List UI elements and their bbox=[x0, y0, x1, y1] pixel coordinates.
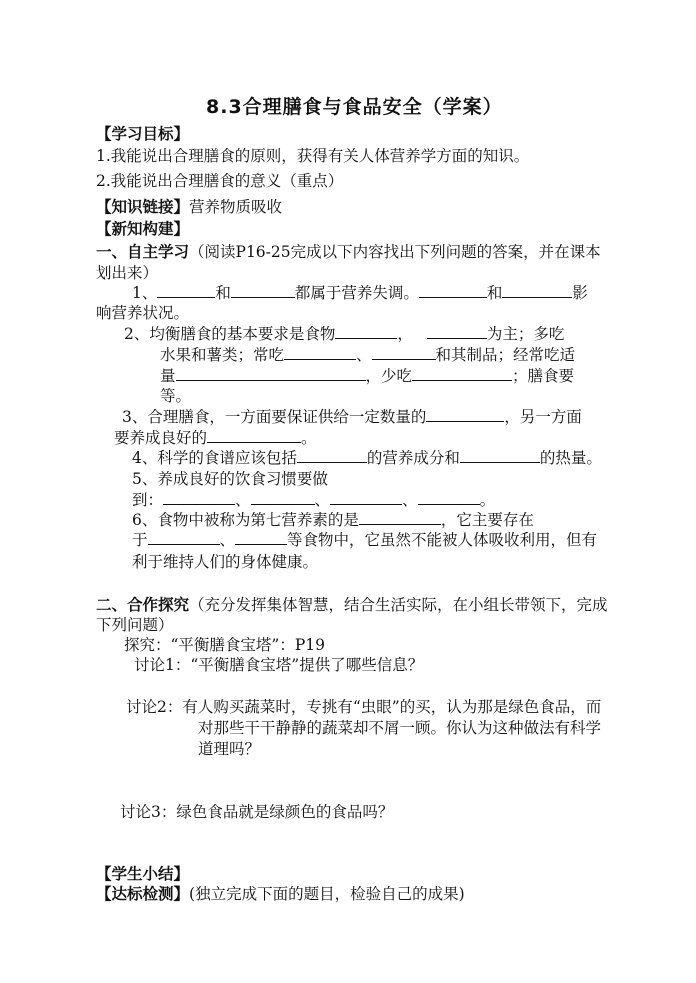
test-header: 【达标检测】 bbox=[96, 885, 190, 903]
blank[interactable] bbox=[148, 530, 220, 545]
blank[interactable] bbox=[163, 490, 235, 505]
blank[interactable] bbox=[460, 448, 540, 463]
blank[interactable] bbox=[419, 283, 487, 298]
question-2-line-1: 2、均衡膳食的基本要求是食物 ， 为主；多吃 bbox=[124, 325, 565, 343]
blank[interactable] bbox=[235, 530, 287, 545]
test-text: (独立完成下面的题目，检验自己的成果) bbox=[189, 885, 465, 903]
question-5-line-2: 到： 、 、 、 。 bbox=[132, 491, 496, 509]
question-2-line-4: 等。 bbox=[160, 387, 192, 405]
discussion-2-line-2: 对那些干干静静的蔬菜却不屑一顾。你认为这种做法有科学 bbox=[198, 719, 602, 737]
blank[interactable] bbox=[372, 345, 436, 360]
self-study-header: 一、自主学习 bbox=[96, 243, 190, 261]
question-1: 1、 和 都属于营养失调。 和 影 bbox=[132, 284, 588, 302]
discussion-3: 讨论3：绿色食品就是绿颜色的食品吗？ bbox=[120, 803, 394, 821]
coop-line-1 bbox=[96, 595, 608, 615]
blank[interactable] bbox=[231, 283, 295, 298]
blank[interactable] bbox=[426, 407, 504, 422]
link-header: 【知识链接】 bbox=[96, 198, 190, 216]
knowledge-link bbox=[96, 197, 282, 217]
blank[interactable] bbox=[207, 428, 301, 443]
question-5-line-1: 5、养成良好的饮食习惯要做 bbox=[132, 470, 328, 488]
test-line bbox=[96, 884, 465, 904]
self-study-note-2: 划出来） bbox=[96, 264, 159, 282]
coop-note-2: 下列问题） bbox=[96, 616, 174, 634]
blank[interactable] bbox=[284, 345, 356, 360]
discussion-2-line-1: 讨论2：有人购买蔬菜时，专挑有“虫眼”的买，认为那是绿色食品，而 bbox=[126, 698, 602, 716]
blank[interactable] bbox=[297, 448, 367, 463]
explore-line: 探究：“平衡膳食宝塔”：P19 bbox=[124, 636, 326, 654]
blank[interactable] bbox=[330, 490, 402, 505]
question-4: 4、科学的食谱应该包括 的营养成分和 的热量。 bbox=[132, 449, 602, 467]
self-study-line-1 bbox=[96, 242, 601, 262]
blank[interactable] bbox=[412, 366, 512, 381]
blank[interactable] bbox=[359, 510, 441, 525]
blank[interactable] bbox=[502, 283, 572, 298]
blank[interactable] bbox=[427, 324, 487, 339]
coop-note: （充分发挥集体智慧，结合生活实际，在小组长带领下，完成 bbox=[189, 596, 608, 614]
link-text: 营养物质吸收 bbox=[189, 198, 283, 216]
question-3-line-2: 要养成良好的 。 bbox=[114, 429, 317, 447]
blank[interactable] bbox=[157, 283, 215, 298]
blank[interactable] bbox=[418, 490, 480, 505]
goal-item-2: 2.我能说出合理膳食的意义（重点） bbox=[96, 172, 344, 190]
question-6-line-1: 6、食物中被称为第七营养素的是 ，它主要存在 bbox=[132, 511, 534, 529]
goal-item-1: 1.我能说出合理膳食的原则，获得有关人体营养学方面的知识。 bbox=[96, 147, 530, 165]
question-6-line-2: 于 、 等食物中，它虽然不能被人体吸收利用，但有 bbox=[132, 531, 598, 549]
discussion-1: 讨论1：“平衡膳食宝塔”提供了哪些信息？ bbox=[134, 656, 424, 674]
question-2-line-3: 量 ，少吃 ；膳食要 bbox=[160, 367, 575, 385]
question-1-cont: 响营养状况。 bbox=[96, 304, 190, 322]
blank[interactable] bbox=[251, 490, 315, 505]
blank[interactable] bbox=[176, 366, 366, 381]
question-3-line-1: 3、合理膳食，一方面要保证供给一定数量的 ，另一方面 bbox=[122, 408, 582, 426]
discussion-2-line-3: 道理吗？ bbox=[198, 740, 261, 758]
question-6-line-3: 利于维持人们的身体健康。 bbox=[132, 553, 319, 571]
goals-header: 【学习目标】 bbox=[96, 125, 190, 143]
blank[interactable] bbox=[335, 324, 397, 339]
coop-header: 二、合作探究 bbox=[96, 596, 190, 614]
question-2-line-2: 水果和薯类；常吃 、 和其制品；经常吃适 bbox=[160, 346, 576, 364]
build-header: 【新知构建】 bbox=[96, 220, 190, 238]
page-title: 8.3合理膳食与食品安全（学案） bbox=[206, 96, 503, 118]
self-study-note: （阅读P16-25完成以下内容找出下列问题的答案，并在课本 bbox=[189, 243, 601, 261]
summary-header: 【学生小结】 bbox=[96, 865, 190, 883]
